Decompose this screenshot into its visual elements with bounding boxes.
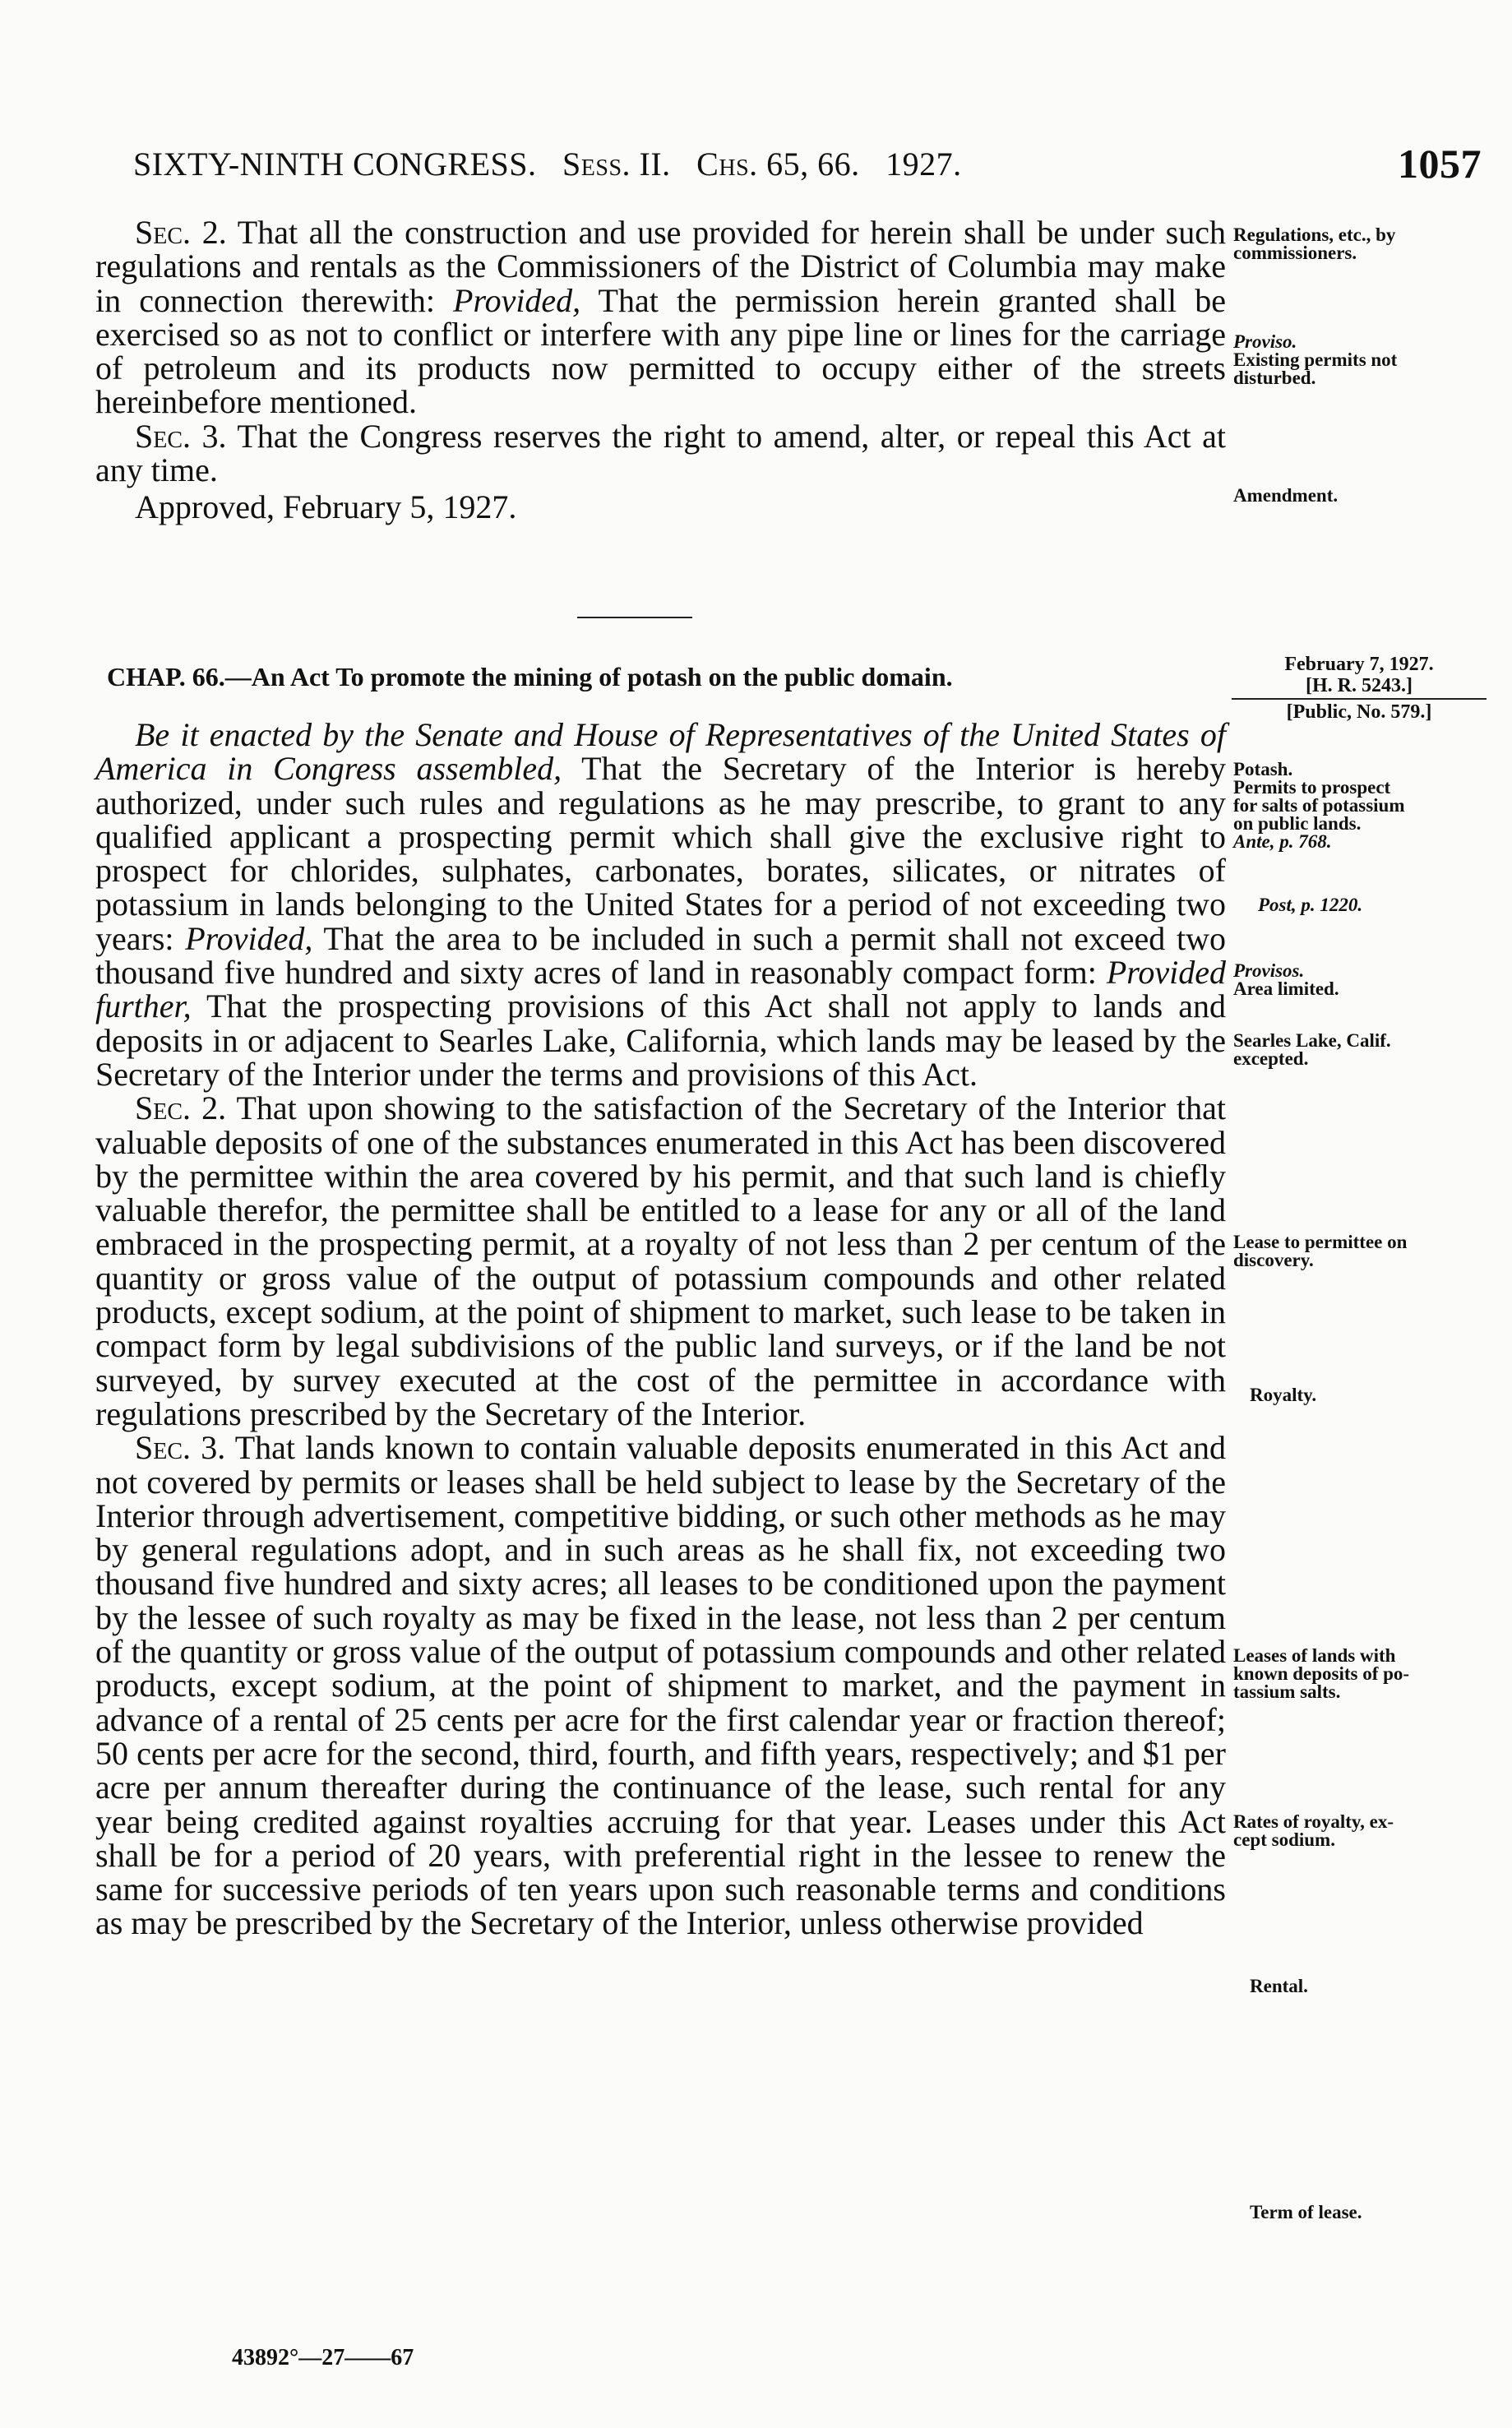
bill-box-rule [1232,698,1487,700]
year-label: 1927. [885,146,962,183]
paragraph-enacting: Be it enacted by the Senate and House of Representatives of the United States of America in Congress assembled, That the Secretary of the Interior is hereby authorized, under such rules and regulations as he may prescribe, to grant to any qualified applicant a prospecting permit which shall give the exclusive right to prospect for chlorides, sulphates, carbonates, borates, silicates, or nitrates of potassium in lands belonging to the United States for a period of not exceeding two years: Provided, That the area to be included in such a permit shall not exceed two thousand five hundred and sixty acres of land in reasonably compact form: Provided further, That the prospecting provisions of this Act shall not apply to lands and deposits in or adjacent to Searles Lake, California, which lands may be leased by the Secretary of the Interior under the terms and provisions of this Act. [95,716,1227,1093]
enacting-clause: Be it enacted by the Senate and House of Representatives of the United States of America in Congress assembled, [95,716,1226,788]
margin-note-leases: Leases of lands with known deposits of po- tassium salts. [1233,1645,1410,1702]
section-label: Sec. 2. [135,1089,227,1127]
session-label: Sess. II. [562,146,671,183]
margin-note-lease-discovery: Lease to permittee on discovery. [1233,1232,1408,1270]
paragraph-sec3: Sec. 3. That the Congress reserves the right to amend, alter, or repeal this Act at any time. [95,417,1226,489]
approval-date: February 7, 1927. [1284,654,1434,675]
section-label: Sec. 3. [135,417,227,455]
margin-note-rental: Rental. [1250,1976,1308,1996]
section-label: Sec. 2. [135,214,227,251]
chapter-66-text [95,718,1226,1940]
running-head [133,145,962,183]
chapter-heading: CHAP. 66.—An Act To promote the mining of potash on the public domain. [107,662,953,691]
approved-line: Approved, February 5, 1927. [135,488,517,526]
chapters-label: Chs. 65, 66. [696,146,860,183]
page-header [133,140,1482,197]
margin-note-royalty: Royalty. [1250,1385,1317,1405]
margin-note-proviso: Proviso. Existing permits not disturbed. [1233,331,1398,388]
margin-note-amendment: Amendment. [1233,485,1339,506]
margin-note-potash: Potash. Permits to prospect for salts of potassium on public lands. Ante, p. 768. [1233,759,1405,852]
paragraph-sec2: Sec. 2. That all the construction and use provided for herein shall be under such regulations and rentals as the Commissioners of the District of Columbia may make in connection therewith: Provided, That the permission herein granted shall be exercised so as not to conflict or interfere with any pipe line or lines for the carriage of petroleum and its products now permitted to occupy either of the streets hereinbefore mentioned. [95,214,1226,421]
margin-note-searles: Searles Lake, Calif. excepted. [1233,1030,1391,1069]
paragraph-sec3: Sec. 3. That lands known to contain valuable deposits enumerated in this Act and not covered by permits or leases shall be held subject to lease by the Secretary of the Interior through advertisement, competitive bidding, or such other methods as he may by general regulations adopt, and in such areas as he shall fix, not exceeding two thousand five hundred and sixty acres; all leases to be conditioned upon the payment by the lessee of such royalty as may be fixed in the lease, not less than 2 per centum of the quantity or gross value of the output of potassium compounds and other related products, except sodium, at the point of shipment to market, and the payment in advance of a rental of 25 cents per acre for the first calendar year or fraction thereof; 50 cents per acre for the second, third, fourth, and fifth years, respectively; and $1 per acre per annum thereafter during the continuance of the lease, such rental for any year being credited against royalties accruing for that year. Leases under this Act shall be for a period of 20 years, with preferential right in the lessee to renew the same for successive periods of ten years upon such reasonable terms and conditions as may be prescribed by the Secretary of the Interior, unless otherwise provided [95,1429,1226,1942]
margin-note-rates: Rates of royalty, ex- cept sodium. [1233,1811,1394,1850]
printer-signature: 43892°—27——67 [232,2345,414,2370]
bill-number: [H. R. 5243.] [1306,675,1413,696]
margin-note-provisos: Provisos. Area limited. [1233,960,1339,999]
chapter-divider [577,617,692,618]
public-law-number: [Public, No. 579.] [1286,701,1432,723]
section-label: Sec. 3. [135,1429,226,1467]
margin-note-term: Term of lease. [1250,2202,1362,2222]
margin-note-regulations: Regulations, etc., by commissioners. [1233,224,1396,263]
page-number: 1057 [1398,141,1482,187]
paragraph-sec2: Sec. 2. That upon showing to the satisfaction of the Secretary of the Interior that valuable deposits of one of the substances enumerated in this Act has been discovered by the permittee within the area covered by his permit, and that such land is chiefly valuable therefor, the permittee shall be entitled to a lease for any or all of the land embraced in the prospecting permit, at a royalty of not less than 2 per centum of the quantity or gross value of the output of potassium compounds and other related products, except sodium, at the point of shipment to market, such lease to be taken in compact form by legal subdivisions of the public land surveys, or if the land be not surveyed, by survey executed at the cost of the permittee in accordance with regulations prescribed by the Secretary of the Interior. [95,1089,1226,1432]
bill-reference-box [1232,654,1487,723]
chapter-65-conclusion [95,215,1226,525]
congress-title: SIXTY-NINTH CONGRESS. [133,146,537,183]
margin-note-post: Post, p. 1220. [1258,895,1363,915]
